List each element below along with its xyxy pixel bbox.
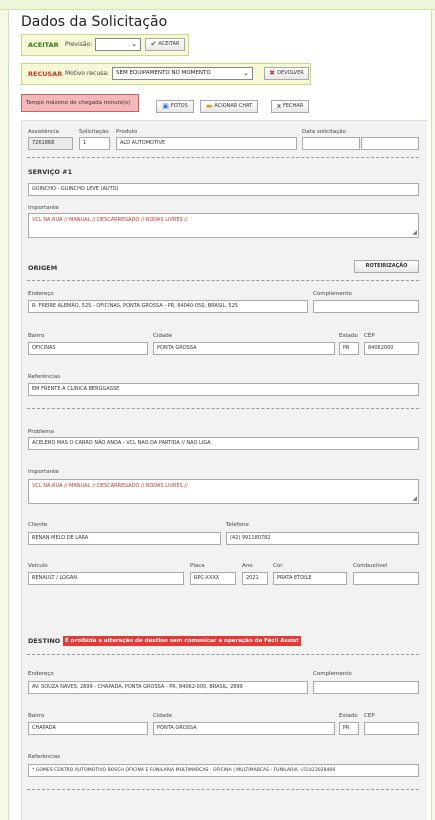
dest-cep-label: CEP: [364, 713, 375, 719]
telefone-label: Telefone: [226, 522, 249, 528]
ano-label: Ano: [242, 563, 253, 569]
check-icon: ✔: [150, 40, 157, 48]
close-icon: x: [276, 102, 281, 110]
origin-complemento-input[interactable]: [313, 300, 419, 313]
max-arrival-alert: Tempo máximo de chegada minuto(s): [21, 94, 139, 112]
produto-label: Produto: [116, 129, 138, 135]
origin-complemento-label: Complemento: [313, 291, 352, 297]
origin-bairro-label: Bairro: [28, 333, 45, 339]
divider: [27, 654, 419, 655]
photos-button[interactable]: [156, 100, 194, 113]
divider: [27, 408, 419, 409]
hora-solicitacao-input[interactable]: [361, 137, 419, 150]
origin-heading: ORIGEM: [28, 264, 58, 272]
problema-label: Problema: [28, 429, 54, 435]
chevron-down-icon: ⌄: [243, 69, 249, 77]
problem-importante-label: Importante: [28, 469, 59, 475]
service-importante-value: VCL NA RUA // MANUAL // DESCARREGADO // RODAS LIVRES //: [32, 217, 188, 223]
forecast-label: Previsão:: [65, 41, 93, 48]
chat-icon: ▬: [205, 102, 213, 110]
right-rail: [431, 10, 435, 820]
dest-estado-input[interactable]: PR: [339, 722, 359, 735]
service-type-input[interactable]: GUINCHO - GUINCHO LEVE (AUTO): [28, 183, 419, 196]
dest-bairro-label: Bairro: [28, 713, 45, 719]
photos-button-label: FOTOS: [170, 103, 188, 109]
routing-button[interactable]: ROTEIRIZAÇÃO: [354, 260, 419, 273]
origin-cidade-input[interactable]: PONTA GROSSA: [153, 342, 335, 355]
dest-cidade-input[interactable]: PONTA GROSSA: [153, 722, 335, 735]
assistencia-label: Assistência: [28, 129, 59, 135]
produto-input[interactable]: ALD AUTOMOTIVE: [116, 137, 297, 150]
service-importante-textarea[interactable]: [28, 213, 419, 238]
refuse-reason-select[interactable]: [112, 67, 253, 80]
veiculo-label: Veículo: [28, 563, 48, 569]
origin-cep-label: CEP: [364, 333, 375, 339]
origin-cep-input[interactable]: 84062000: [364, 342, 419, 355]
dest-referencias-label: Referências: [28, 754, 61, 760]
cor-label: Cor: [273, 563, 283, 569]
solicitacao-label: Solicitação: [79, 129, 109, 135]
placa-input[interactable]: RPC-XXXX: [190, 572, 236, 585]
accept-button-label: ACEITAR: [158, 41, 180, 47]
divider: [27, 280, 419, 281]
cliente-label: Cliente: [28, 522, 48, 528]
close-button[interactable]: [271, 100, 309, 113]
dest-complemento-label: Complemento: [313, 671, 352, 677]
dest-referencias-input[interactable]: * GOMES CENTRO AUTOMOTIVO BOSCH OFICINA E FUNILARIA MULTIMARCAS - OFICINA | MULTIMARCAS - FUNILARIA +55423028466: [28, 764, 419, 777]
service-importante-label: Importante: [28, 205, 59, 211]
dest-complemento-input[interactable]: [313, 681, 419, 694]
problema-input[interactable]: ACELERO MAS O CARRO NÃO ANDA - VCL NAO DA PARTIDA // NAO LIGA: [28, 437, 419, 450]
problem-importante-textarea[interactable]: [28, 479, 419, 504]
close-icon: ✖: [269, 69, 276, 77]
chat-button-label: ACIONAR CHAT: [214, 103, 253, 109]
problem-importante-value: VCL NA RUA // MANUAL // DESCARREGADO // RODAS LIVRES //: [32, 483, 188, 489]
origin-endereco-input[interactable]: R. FREIRE ALEMÃO, 525 - OFICINAS, PONTA GROSSA - PR, 84040-050, BRASIL, 525: [28, 300, 308, 313]
photo-icon: ▣: [162, 102, 169, 110]
origin-referencias-label: Referências: [28, 374, 61, 380]
top-strip: [0, 0, 435, 10]
solicitacao-input[interactable]: 1: [79, 137, 110, 150]
divider: [27, 789, 419, 790]
destination-warning: É proibida a alteração de destino sem comunicar a operação da Fácil Assist: [65, 638, 299, 644]
ano-input[interactable]: 2021: [242, 572, 268, 585]
veiculo-input[interactable]: RENAULT / LOGAN: [28, 572, 184, 585]
refuse-reason-value: SEM EQUIPAMENTO NO MOMENTO: [116, 70, 211, 76]
forecast-select[interactable]: [95, 38, 141, 51]
combustivel-input[interactable]: [353, 572, 419, 585]
close-button-label: FECHAR: [282, 103, 304, 109]
dest-cidade-label: Cidade: [153, 713, 173, 719]
refuse-label: RECUSAR: [28, 70, 63, 78]
accept-button[interactable]: [145, 38, 185, 51]
accept-label: ACEITAR: [28, 41, 59, 49]
origin-estado-label: Estado: [339, 333, 358, 339]
combustivel-label: Combustível: [353, 563, 388, 569]
dest-endereco-label: Endereço: [28, 671, 54, 677]
origin-referencias-input[interactable]: EM FRENTE A CLINICA BERGGASSE: [28, 383, 419, 396]
chevron-down-icon: ⌄: [131, 40, 137, 48]
cor-input[interactable]: PRATA ETOILE: [273, 572, 347, 585]
data-solicitacao-label: Data solicitação: [302, 129, 347, 135]
origin-endereco-label: Endereço: [28, 291, 54, 297]
dest-estado-label: Estado: [339, 713, 358, 719]
telefone-input[interactable]: (42) 991180782: [226, 532, 419, 545]
dest-endereco-input[interactable]: AV. SOUZA NAVES, 2899 - CHAPADA, PONTA GROSSA - PR, 84062-000, BRASIL, 2899: [28, 681, 308, 694]
return-button-label: DEVOLVER: [277, 70, 304, 76]
data-solicitacao-input[interactable]: [302, 137, 360, 150]
dest-cep-input[interactable]: [364, 722, 419, 735]
resize-grip-icon[interactable]: ◢: [412, 495, 417, 502]
dest-bairro-input[interactable]: CHAPADA: [28, 722, 148, 735]
origin-bairro-input[interactable]: OFICINAS: [28, 342, 148, 355]
page-title: Dados da Solicitação: [21, 14, 168, 30]
origin-estado-input[interactable]: PR: [339, 342, 359, 355]
origin-cidade-label: Cidade: [153, 333, 173, 339]
divider: [27, 157, 419, 158]
resize-grip-icon[interactable]: ◢: [412, 229, 417, 236]
service-heading: SERVIÇO #1: [28, 168, 73, 176]
left-rail: [0, 10, 9, 820]
assistencia-input[interactable]: 7261868: [28, 137, 73, 150]
chat-button[interactable]: [200, 100, 258, 113]
destination-heading: DESTINO: [28, 637, 61, 645]
cliente-input[interactable]: RENAN MELO DE LARA: [28, 532, 221, 545]
refuse-reason-label: Motivo recusa:: [65, 70, 109, 77]
return-button[interactable]: [264, 67, 309, 80]
placa-label: Placa: [190, 563, 205, 569]
